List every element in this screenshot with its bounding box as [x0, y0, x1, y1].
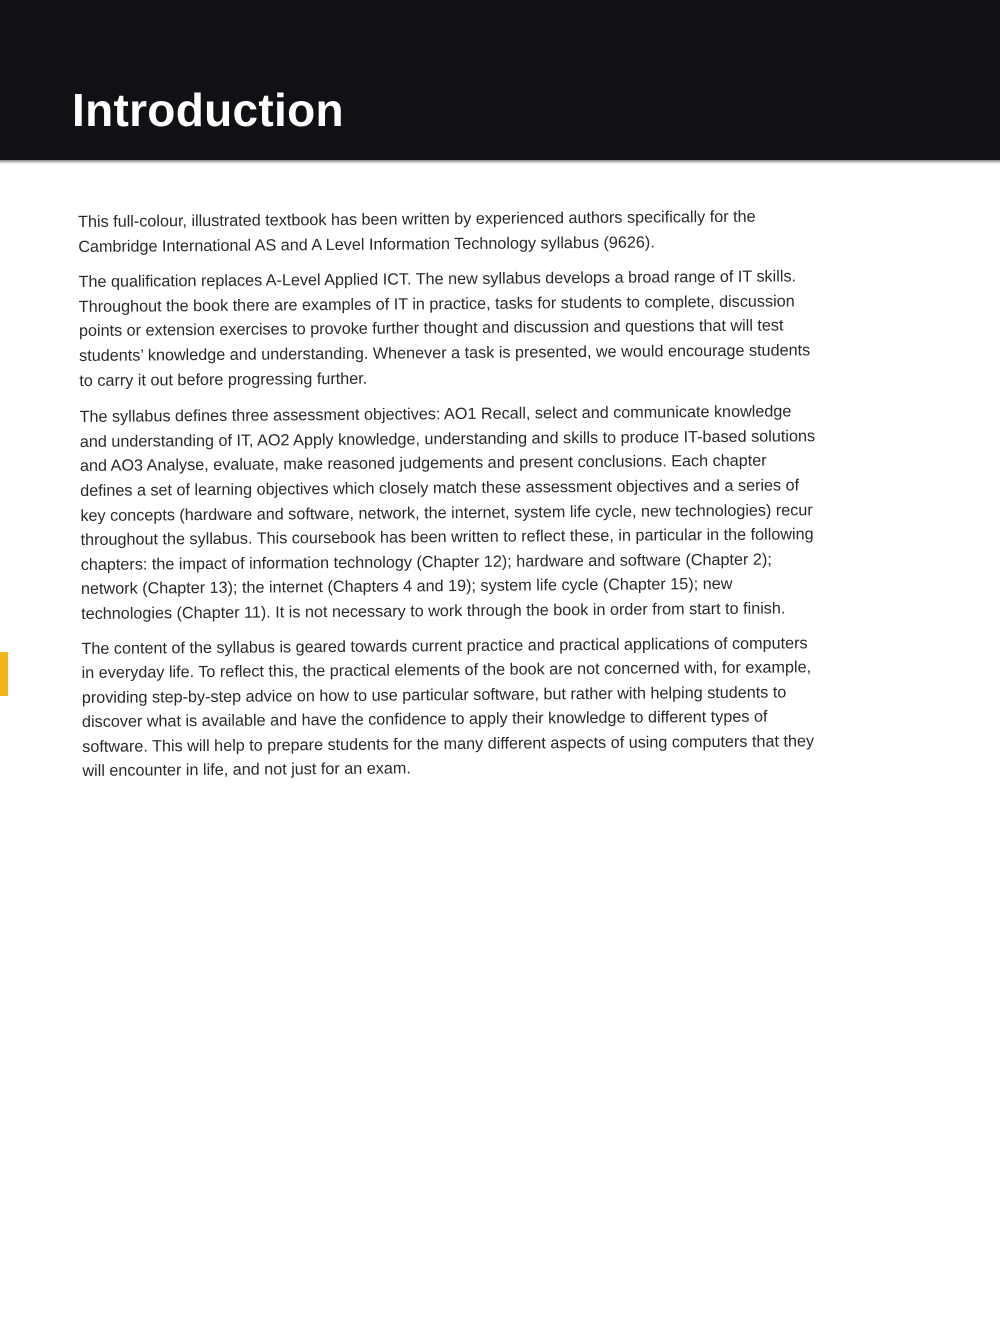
intro-paragraph-1: This full-colour, illustrated textbook has been written by experienced authors specifically for the Cambridge International AS and A Level Information Technology syllabus (9626). [78, 207, 756, 256]
intro-paragraph-2: The qualification replaces A-Level Applied ICT. The new syllabus develops a broad range of IT skills. Throughout the book there are examples of IT in practice, tasks for students to complete, discussion points or extension exercises to provoke further thought and discussion and questions that will test students’ knowledge and understanding. Whenever a task is presented, we would encourage students to carry it out before progressing further. [78, 267, 811, 390]
page-title: Introduction [72, 84, 344, 136]
header-band [0, 0, 1000, 160]
header-edge [0, 156, 1000, 164]
chapter-side-tab [0, 652, 8, 696]
intro-paragraph-3: The syllabus defines three assessment objectives: AO1 Recall, select and communicate knowledge and understanding of IT, AO2 Apply knowledge, understanding and skills to produce IT-based solutions and AO3 Analyse, evaluate, make reasoned judgements and present conclusions. Each chapter defines a set of learning objectives which closely match these assessment objectives and a series of key concepts (hardware and software, network, the internet, system life cycle, new technologies) recur throughout the syllabus. This coursebook has been written to reflect these, in particular in the following chapters: the impact of information technology (Chapter 12); hardware and software (Chapter 2); network (Chapter 13); the internet (Chapters 4 and 19); system life cycle (Chapter 15); new technologies (Chapter 11). It is not necessary to work through the book in order from start to finish. [79, 402, 816, 623]
body-text [78, 204, 825, 795]
intro-paragraph-4: The content of the syllabus is geared towards current practice and practical applications of computers in everyday life. To reflect this, the practical elements of the book are not concerned with, for example, providing step-by-step advice on how to use particular software, but rather with helping students to discover what is available and have the confidence to apply their knowledge to different types of software. This will help to prepare students for the many different aspects of using computers that they will encounter in life, and not just for an exam. [81, 633, 815, 781]
